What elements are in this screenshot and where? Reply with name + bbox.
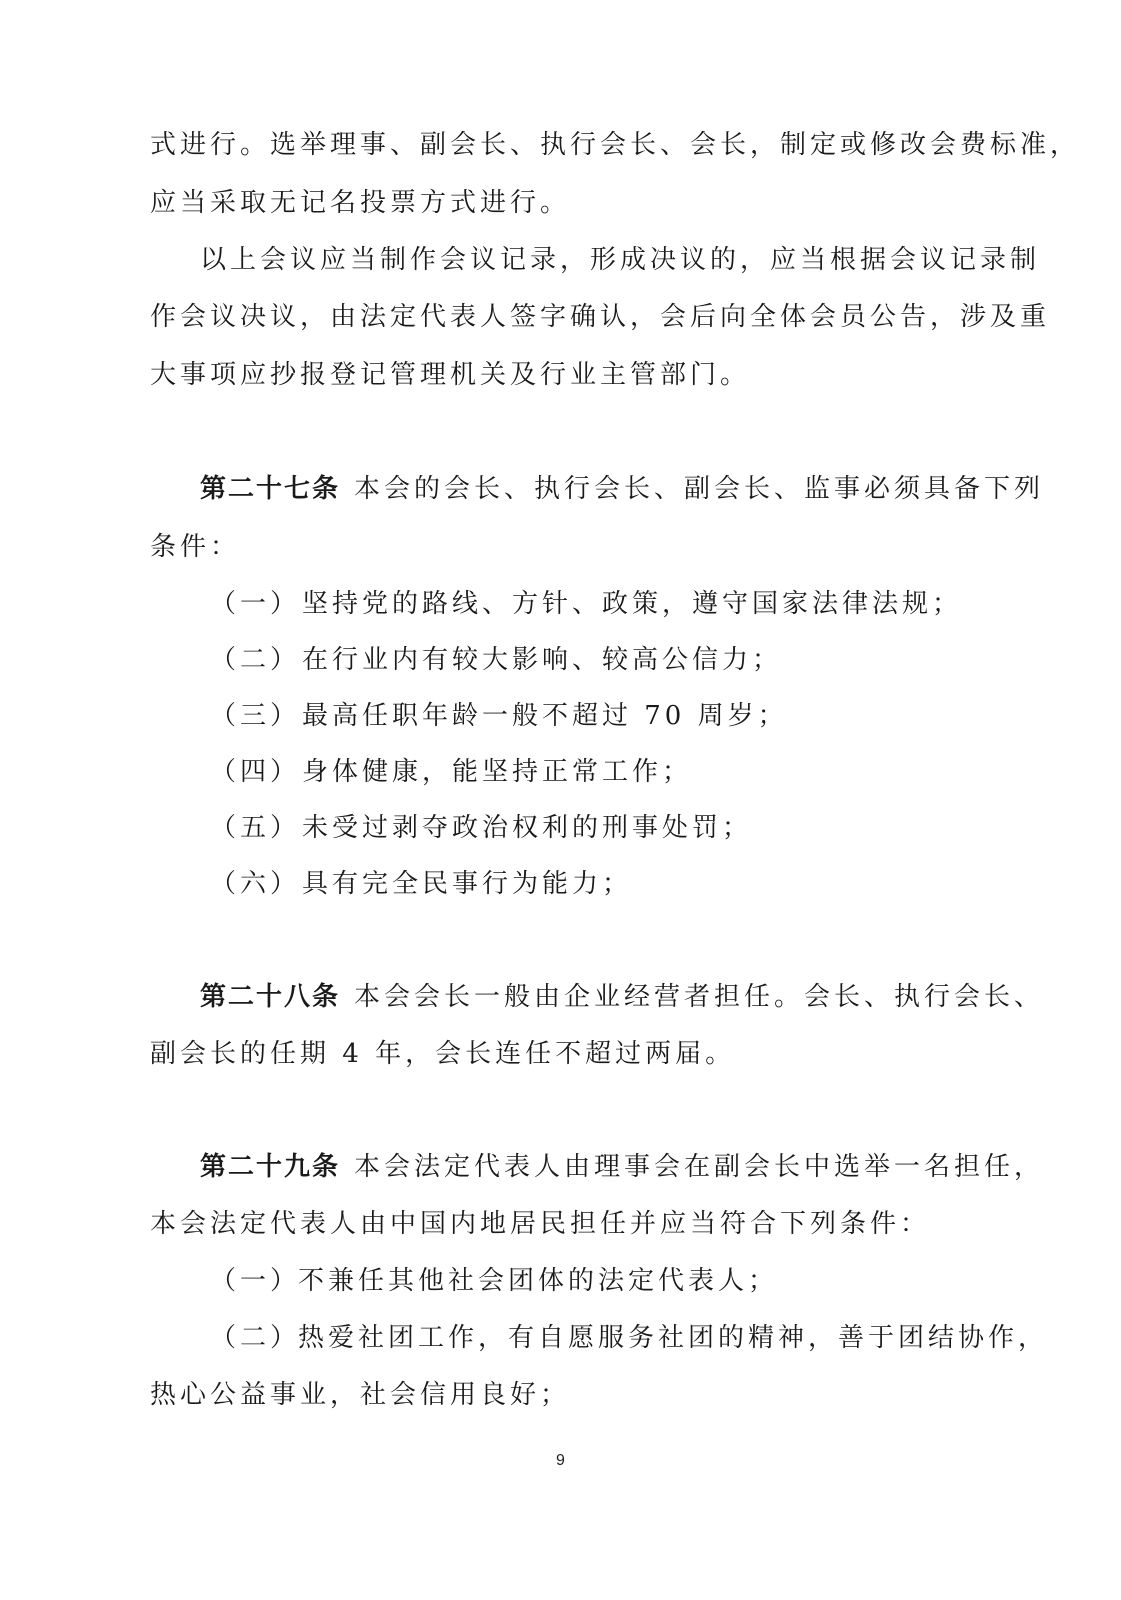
article-27-number: 第二十七条 [200, 474, 341, 504]
article-28-line1 [200, 980, 1045, 1014]
article-27-item-2 [200, 643, 1020, 677]
article-27-text: 本会的会长、执行会长、副会长、监事必须具备下列 [354, 474, 1045, 504]
item-number: （二） [210, 1323, 301, 1353]
item-text: 身体健康，能坚持正常工作； [302, 757, 693, 787]
para2-line1: 以上会议应当制作会议记录，形成决议的，应当根据会议记录制 [200, 245, 1041, 275]
item-text: 不兼任其他社会团体的法定代表人； [298, 1266, 779, 1296]
para2-line3: 大事项应抄报登记管理机关及行业主管部门。 [150, 360, 751, 390]
item-number: （三） [210, 701, 301, 731]
article-29-text: 本会法定代表人由理事会在副会长中选举一名担任， [354, 1152, 1045, 1182]
article-27-item-4 [200, 755, 1020, 789]
article-27-line2: 条件： [150, 532, 241, 562]
item-number: （一） [210, 589, 301, 619]
para2-line2: 作会议决议，由法定代表人签字确认，会后向全体会员公告，涉及重 [150, 302, 1051, 332]
item-text: 具有完全民事行为能力； [302, 869, 633, 899]
article-27-line1 [200, 472, 1045, 506]
article-29-line2: 本会法定代表人由中国内地居民担任并应当符合下列条件： [150, 1209, 931, 1239]
article-28-line2: 副会长的任期 4 年，会长连任不超过两届。 [150, 1039, 736, 1069]
item-number: （四） [210, 757, 301, 787]
item-text: 在行业内有较大影响、较高公信力； [302, 645, 783, 675]
item-text: 未受过剥夺政治权利的刑事处罚； [302, 813, 753, 843]
article-28-text: 本会会长一般由企业经营者担任。会长、执行会长、 [354, 982, 1045, 1012]
para1-line2: 应当采取无记名投票方式进行。 [150, 188, 571, 218]
article-28-number: 第二十八条 [200, 982, 341, 1012]
article-29-number: 第二十九条 [200, 1152, 341, 1182]
item-text: 坚持党的路线、方针、政策，遵守国家法律法规； [302, 589, 963, 619]
article-29-item-2-cont: 热心公益事业，社会信用良好； [150, 1380, 571, 1410]
article-29-item-1 [200, 1264, 1020, 1298]
article-27-item-6 [200, 867, 1020, 901]
article-29-line1 [200, 1150, 1045, 1184]
page-number: 9 [556, 1452, 565, 1469]
item-text: 热爱社团工作，有自愿服务社团的精神，善于团结协作， [298, 1323, 1049, 1353]
item-text: 最高任职年龄一般不超过 70 周岁； [302, 701, 788, 731]
item-number: （六） [210, 869, 301, 899]
item-number: （五） [210, 813, 301, 843]
article-27-item-1 [200, 587, 1020, 621]
item-number: （二） [210, 645, 301, 675]
article-29-item-2 [200, 1321, 1049, 1355]
article-27-item-5 [200, 811, 1020, 845]
item-number: （一） [210, 1266, 301, 1296]
para1-line1: 式进行。选举理事、副会长、执行会长、会长，制定或修改会费标准， [150, 130, 1081, 160]
article-27-item-3 [200, 699, 1020, 733]
